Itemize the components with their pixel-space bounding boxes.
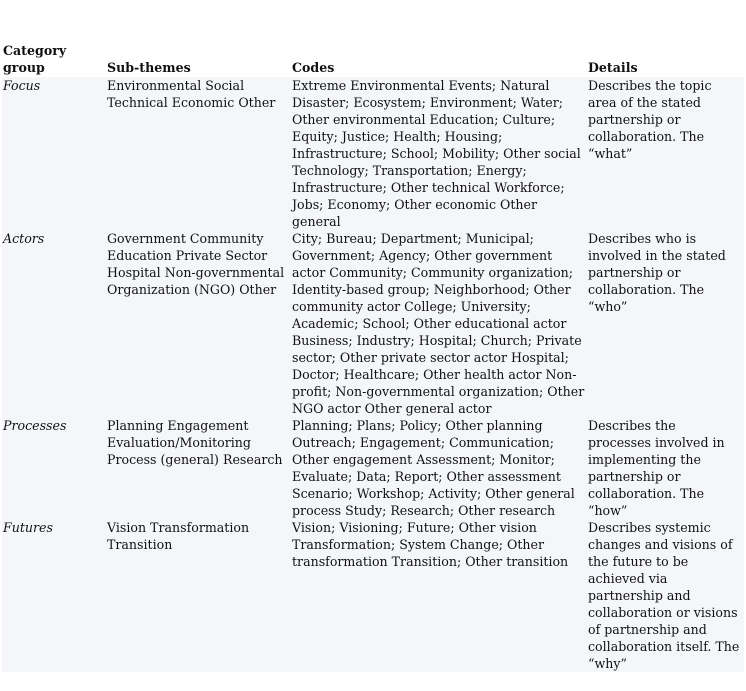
details-cell: Describes the topic area of the stated partnership or collaboration. The “what” [588,78,712,161]
codes-cell: Extreme Environmental Events; Natural Disaster; Ecosystem; Environment; Water; Other environmental Education; Culture; Equity; Justice; Health; Housing; Infrastructure; School; Mobility; Other social Technology; Transportation; Energy; Infrastructure; Other technical Workforce; Jobs; Economy; Other economic Other general [292,78,581,229]
sub-themes-cell: Vision Transformation Transition [107,520,250,552]
sub-themes-cell: Environmental Social Technical Economic Other [107,78,276,110]
codebook-table [2,42,744,672]
table-row-futures [2,519,744,672]
table-row-processes [2,417,744,519]
header-sub-themes: Sub-themes [107,60,191,75]
details-cell: Describes the processes involved in implementing the partnership or collaboration. The “how” [588,418,725,518]
sub-themes-cell: Planning Engagement Evaluation/Monitoring Process (general) Research [107,418,283,467]
table-row-focus [2,77,744,230]
header-codes: Codes [292,60,335,75]
codes-cell: Planning; Plans; Policy; Other planning Outreach; Engagement; Communication; Other engagement Assessment; Monitor; Evaluate; Data; Report; Other assessment Scenario; Workshop; Activity; Other general process Study; Research; Other research [292,418,575,518]
category-group-cell: Actors [3,231,45,246]
codes-cell: City; Bureau; Department; Municipal; Government; Agency; Other government actor Community; Community organization; Identity-based group; Neighborhood; Other community actor College; University; Academic; School; Other educational actor Business; Industry; Hospital; Church; Private sector; Other private sector actor Hospital; Doctor; Healthcare; Other health actor Non-profit; Non-governmental organization; Other NGO actor Other general actor [292,231,585,416]
sub-themes-cell: Government Community Education Private Sector Hospital Non-governmental Organization (NGO) Other [107,231,285,297]
details-cell: Describes who is involved in the stated partnership or collaboration. The “who” [588,231,726,314]
category-group-cell: Focus [3,78,41,93]
table-row-actors [2,230,744,417]
header-details: Details [588,60,638,75]
details-cell: Describes systemic changes and visions of the future to be achieved via partnership and collaboration or visions of partnership and collaboration itself. The “why” [588,520,740,671]
header-category-group: Category group [3,43,67,75]
codes-cell: Vision; Visioning; Future; Other vision Transformation; System Change; Other transformation Transition; Other transition [292,520,569,569]
category-group-cell: Futures [3,520,53,535]
header-row [2,42,744,77]
category-group-cell: Processes [3,418,67,433]
